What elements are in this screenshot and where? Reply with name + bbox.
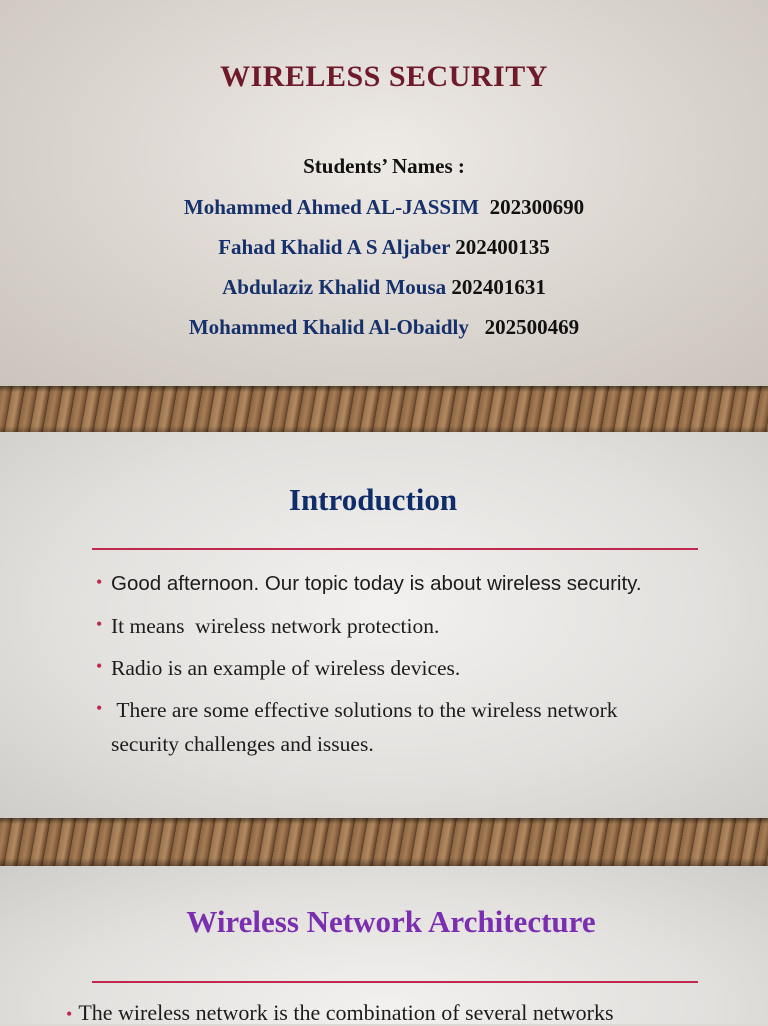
students-names-heading: Students’ Names : xyxy=(303,154,465,178)
student-row xyxy=(0,235,768,260)
wood-floor-divider xyxy=(0,818,768,866)
bullet-item xyxy=(96,651,696,685)
student-name: Fahad Khalid A S Aljaber xyxy=(218,235,451,259)
bullet-item xyxy=(96,567,696,601)
bullet-item xyxy=(96,609,696,643)
bullet-dot-icon: • xyxy=(66,1004,73,1024)
bullet-text: There are some effective solutions to the wireless network security challenges and issues. xyxy=(111,698,623,756)
student-row xyxy=(0,275,768,300)
student-name: Abdulaziz Khalid Mousa xyxy=(222,275,447,299)
student-row xyxy=(0,315,768,340)
introduction-title: Introduction xyxy=(288,482,458,517)
title-underline xyxy=(92,981,698,983)
student-name: Mohammed Khalid Al-Obaidly xyxy=(188,315,469,339)
student-row xyxy=(0,195,768,220)
bullet-text: It means wireless network protection. xyxy=(111,614,440,638)
bullet-text: The wireless network is the combination of several networks xyxy=(78,1000,614,1025)
student-id: 202300690 xyxy=(489,195,585,219)
wood-floor-divider xyxy=(0,386,768,434)
student-id: 202500469 xyxy=(484,315,580,339)
bullet-dot-icon: • xyxy=(96,572,103,592)
bullet-dot-icon: • xyxy=(96,656,103,676)
bullet-item xyxy=(96,693,686,761)
bullet-text: Radio is an example of wireless devices. xyxy=(111,656,461,680)
student-name: Mohammed Ahmed AL-JASSIM xyxy=(183,195,480,219)
architecture-title: Wireless Network Architecture xyxy=(186,904,596,939)
student-id: 202401631 xyxy=(451,275,546,299)
title-underline xyxy=(92,548,698,550)
bullet-dot-icon: • xyxy=(96,614,103,634)
slide-title-heading: WIRELESS SECURITY xyxy=(220,60,548,93)
bullet-dot-icon: • xyxy=(96,698,103,718)
student-id: 202400135 xyxy=(455,235,550,259)
bullet-text: Good afternoon. Our topic today is about wireless security. xyxy=(111,572,642,595)
bullet-item xyxy=(66,1000,766,1026)
slide-title xyxy=(0,0,768,386)
